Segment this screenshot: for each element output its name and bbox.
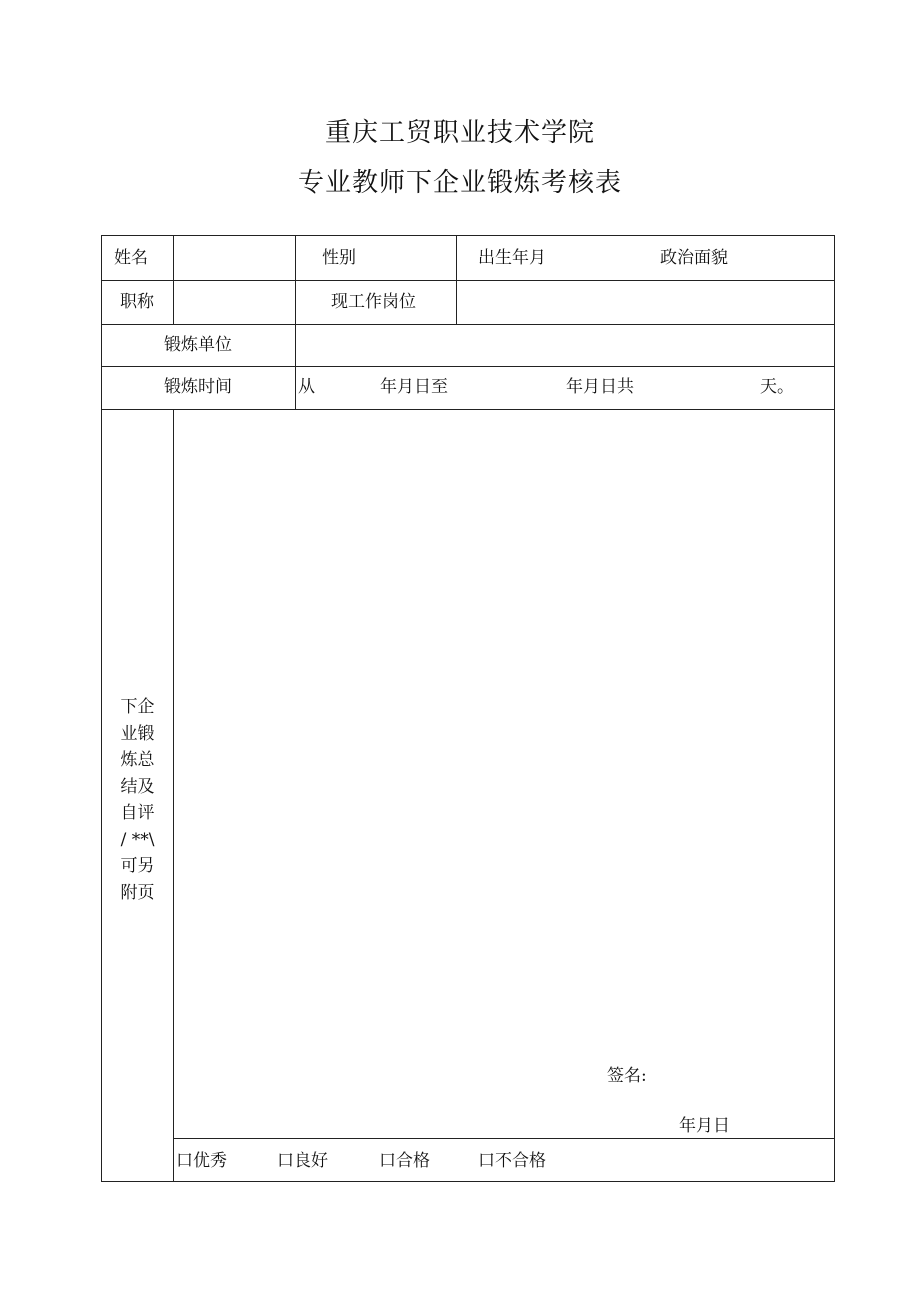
job-title-label: 职称: [120, 292, 154, 312]
row-divider-1: [102, 280, 834, 281]
summary-label-line: 下企: [120, 697, 155, 717]
col-divider-summary: [173, 409, 174, 1181]
days-label: 天。: [760, 377, 794, 397]
political-status-label: 政治面貌: [660, 248, 728, 268]
summary-label-line: 炼总: [120, 750, 155, 770]
assessment-form: [101, 235, 835, 1182]
summary-label-line: 业锻: [120, 723, 155, 744]
rating-good[interactable]: 口良好: [277, 1151, 328, 1171]
summary-section-label: [102, 694, 173, 906]
current-position-label: 现工作岗位: [331, 292, 416, 312]
rating-pass[interactable]: 口合格: [379, 1151, 430, 1171]
from-label: 从: [298, 377, 315, 397]
training-time-label: 锻炼时间: [164, 377, 232, 397]
name-label: 姓名: [114, 248, 148, 268]
col-divider-2: [295, 236, 296, 409]
col-divider-3: [456, 236, 457, 324]
date-total-label: 年月日共: [566, 377, 634, 397]
form-title: 专业教师下企业锻炼考核表: [297, 168, 622, 198]
col-divider-label-1: [173, 236, 174, 324]
training-unit-label: 锻炼单位: [164, 335, 232, 355]
row-divider-3: [102, 366, 834, 367]
row-divider-4: [102, 409, 834, 410]
signature-date-label: 年月日: [679, 1116, 730, 1136]
row-divider-2: [102, 324, 834, 325]
birth-date-label: 出生年月: [478, 248, 546, 268]
institution-title: 重庆工贸职业技术学院: [324, 118, 595, 148]
signature-label: 签名:: [607, 1066, 647, 1086]
date-to-label: 年月日至: [380, 377, 448, 397]
summary-label-line: 结及: [120, 776, 155, 797]
rating-fail[interactable]: 口不合格: [478, 1151, 546, 1171]
summary-label-line: 自评: [120, 803, 155, 823]
rating-divider: [173, 1138, 834, 1139]
gender-label: 性别: [322, 248, 356, 268]
summary-label-line: / **\: [120, 829, 155, 850]
rating-excellent[interactable]: 口优秀: [176, 1151, 227, 1171]
summary-label-line: 附页: [120, 882, 155, 903]
summary-label-line: 可另: [120, 856, 155, 876]
